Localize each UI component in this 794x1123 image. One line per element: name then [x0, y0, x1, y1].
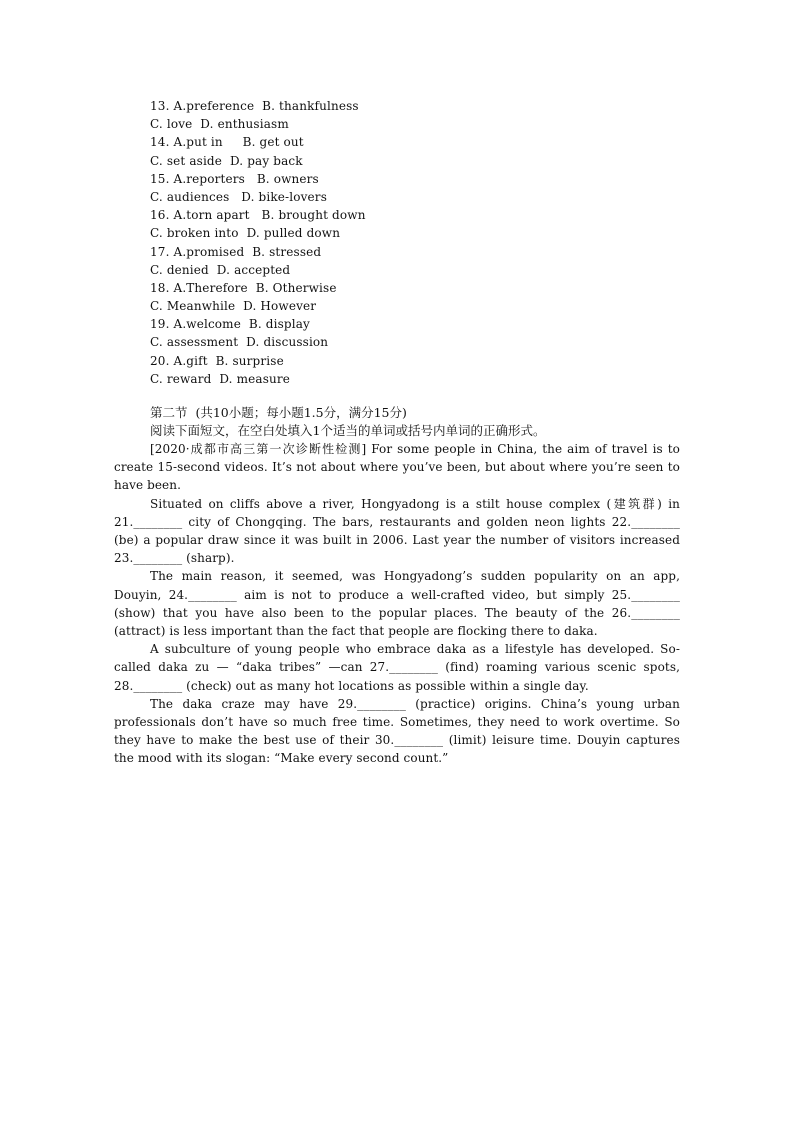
passage-paragraph: Situated on cliffs above a river, Hongyadong is a stilt house complex (建筑群) in 21.________ city of Chongqing. The bars, restaurants and golden neon lights 22.________ (be) a popular draw since it was built in 2006. Last year the number of visitors increased 23.________ (sharp). — [114, 496, 680, 566]
section-instruction: 阅读下面短文，在空白处填入1个适当的单词或括号内单词的正确形式。 — [150, 423, 546, 438]
option-line: C. audiences D. bike-lovers — [150, 189, 327, 204]
option-line: C. broken into D. pulled down — [150, 226, 341, 241]
section-heading: 第二节 (共10小题；每小题1.5分，满分15分) — [150, 405, 407, 420]
option-line: 20. A.gift B. surprise — [150, 353, 284, 368]
option-line: 13. A.preference B. thankfulness — [150, 99, 359, 113]
option-line: C. reward D. measure — [150, 371, 291, 386]
answer-options-list — [150, 97, 570, 388]
option-line: 19. A.welcome B. display — [150, 317, 310, 332]
option-line: 18. A.Therefore B. Otherwise — [150, 280, 337, 295]
option-line: C. set aside D. pay back — [150, 153, 303, 168]
option-line: C. denied D. accepted — [150, 262, 291, 277]
option-line: C. assessment D. discussion — [150, 335, 329, 350]
passage-paragraph: The daka craze may have 29.________ (practice) origins. China’s young urban professionals don’t have so much free time. Sometimes, they need to work overtime. So they have to make the best use of their 30.________ (limit) leisure time. Douyin captures the mood with its slogan: “Make every second count.” — [114, 696, 680, 766]
option-line: 16. A.torn apart B. brought down — [150, 208, 366, 223]
passage-paragraph: [2020·成都市高三第一次诊断性检测] For some people in China, the aim of travel is to create 15-second videos. It’s not about where you’ve been, but about where you’re seen to have been. — [114, 442, 680, 493]
section-two — [114, 404, 680, 768]
option-line: C. love D. enthusiasm — [150, 117, 289, 132]
option-line: 14. A.put in B. get out — [150, 135, 304, 150]
option-line: 15. A.reporters B. owners — [150, 171, 319, 186]
passage-paragraph: A subculture of young people who embrace daka as a lifestyle has developed. So-called daka zu — “daka tribes” —can 27.________ (find) roaming various scenic spots, 28.________ (check) out as many hot locations as possible within a single day. — [114, 642, 680, 693]
passage-paragraph: The main reason, it seemed, was Hongyadong’s sudden popularity on an app, Douyin, 24.________ aim is not to produce a well-crafted video, but simply 25.________ (show) that you have also been to the popular places. The beauty of the 26.________ (attract) is less important than the fact that people are flocking there to daka. — [114, 569, 680, 639]
option-line: 17. A.promised B. stressed — [150, 244, 322, 259]
option-line: C. Meanwhile D. However — [150, 299, 317, 314]
